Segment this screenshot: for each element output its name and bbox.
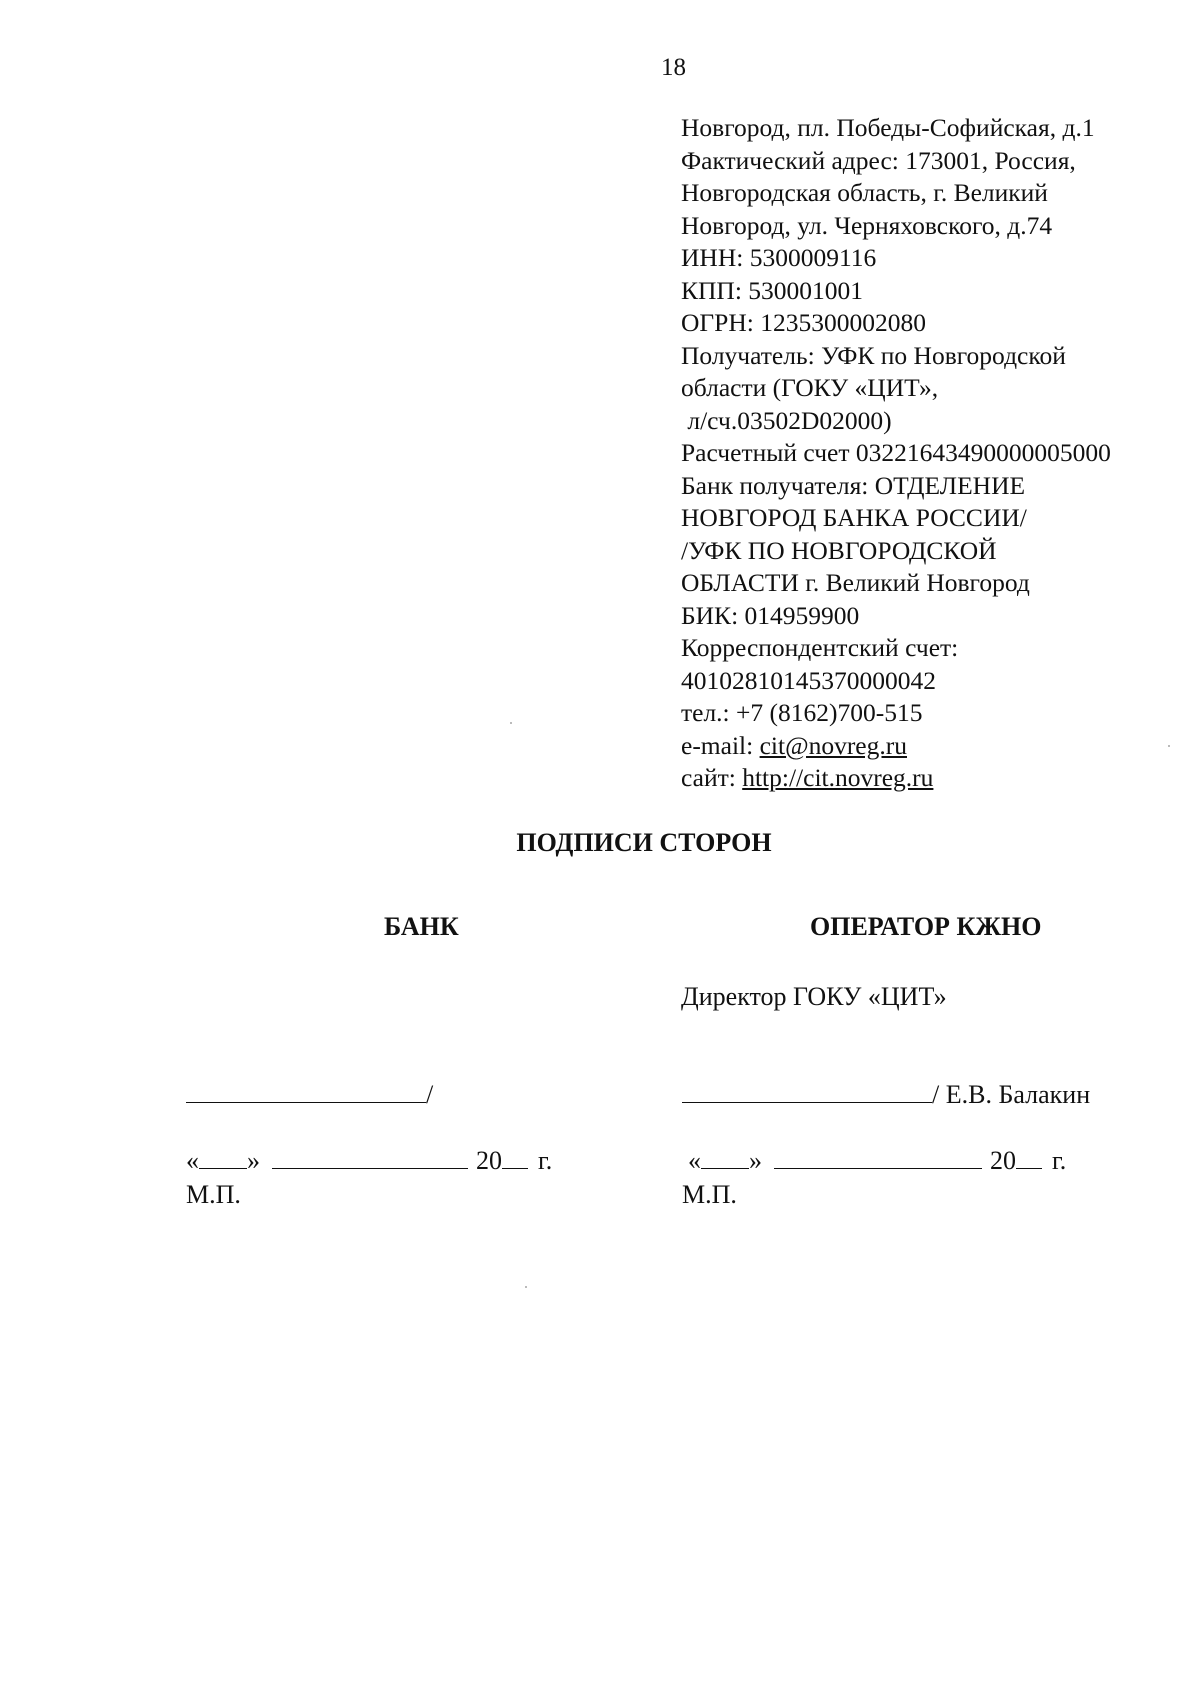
scan-speck <box>525 1286 527 1288</box>
requisite-line: ИНН: 5300009116 <box>681 243 877 272</box>
operator-signature-suffix: / Е.В. Балакин <box>932 1080 1091 1109</box>
requisite-line: БИК: 014959900 <box>681 600 860 630</box>
requisite-line: л/сч.03502D02000) <box>681 405 892 435</box>
requisite-line: Новгород, ул. Черняховского, д.74 <box>681 210 1053 240</box>
operator-signature-blank <box>682 1080 932 1103</box>
operator-date-line <box>688 1146 1066 1176</box>
operator-stamp-place: М.П. <box>682 1180 737 1209</box>
signatures-title: ПОДПИСИ СТОРОН <box>516 828 772 857</box>
requisite-line: Расчетный счет 03221643490000005000 <box>681 438 1111 467</box>
day-blank <box>701 1146 749 1169</box>
requisite-line: Получатель: УФК по Новгородской <box>681 340 1066 370</box>
month-blank <box>272 1146 468 1169</box>
requisite-line: Корреспондентский счет: <box>681 633 959 662</box>
date-close-quote: » <box>247 1146 260 1175</box>
year-prefix: 20 <box>990 1146 1016 1175</box>
year-suffix: г. <box>538 1146 553 1175</box>
email-link[interactable]: cit@novreg.ru <box>759 730 907 760</box>
year-blank <box>1016 1146 1042 1169</box>
scan-speck <box>510 722 512 724</box>
requisite-line: ОБЛАСТИ г. Великий Новгород <box>681 568 1030 597</box>
email-line <box>681 730 1181 763</box>
bank-heading: БАНК <box>384 912 459 941</box>
requisite-line: /УФК ПО НОВГОРОДСКОЙ <box>681 535 997 565</box>
requisite-line: Новгород, пл. Победы-Софийская, д.1 <box>681 113 1095 142</box>
operator-heading: ОПЕРАТОР КЖНО <box>810 912 1042 941</box>
requisite-line: ОГРН: 1235300002080 <box>681 308 926 337</box>
site-link[interactable]: http://cit.novreg.ru <box>742 763 934 792</box>
date-open-quote: « <box>186 1146 199 1175</box>
scan-speck <box>1168 745 1170 747</box>
day-blank <box>199 1146 247 1169</box>
date-close-quote: » <box>749 1146 762 1175</box>
year-prefix: 20 <box>476 1146 502 1175</box>
bank-signature-suffix: / <box>426 1080 434 1109</box>
operator-requisites <box>681 112 1181 795</box>
requisite-line: Банк получателя: ОТДЕЛЕНИЕ <box>681 470 1026 500</box>
month-blank <box>774 1146 982 1169</box>
requisite-line: КПП: 530001001 <box>681 275 864 305</box>
site-line <box>681 762 1181 795</box>
requisite-line: области (ГОКУ «ЦИТ», <box>681 373 939 402</box>
year-suffix: г. <box>1052 1146 1067 1175</box>
email-label: e-mail: <box>681 730 760 760</box>
requisite-line: тел.: +7 (8162)700-515 <box>681 698 923 727</box>
operator-signature-line <box>682 1080 1090 1110</box>
operator-position: Директор ГОКУ «ЦИТ» <box>681 982 947 1011</box>
bank-stamp-place: М.П. <box>186 1180 241 1209</box>
page-number: 18 <box>661 54 686 81</box>
bank-date-line <box>186 1146 552 1176</box>
bank-signature-blank <box>186 1080 426 1103</box>
requisite-line: 40102810145370000042 <box>681 665 936 695</box>
date-open-quote: « <box>688 1146 701 1175</box>
requisite-line: НОВГОРОД БАНКА РОССИИ/ <box>681 503 1027 532</box>
year-blank <box>502 1146 528 1169</box>
requisite-line: Новгородская область, г. Великий <box>681 178 1048 207</box>
requisite-line: Фактический адрес: 173001, Россия, <box>681 145 1076 175</box>
bank-signature-line <box>186 1080 433 1110</box>
site-label: сайт: <box>681 763 743 792</box>
